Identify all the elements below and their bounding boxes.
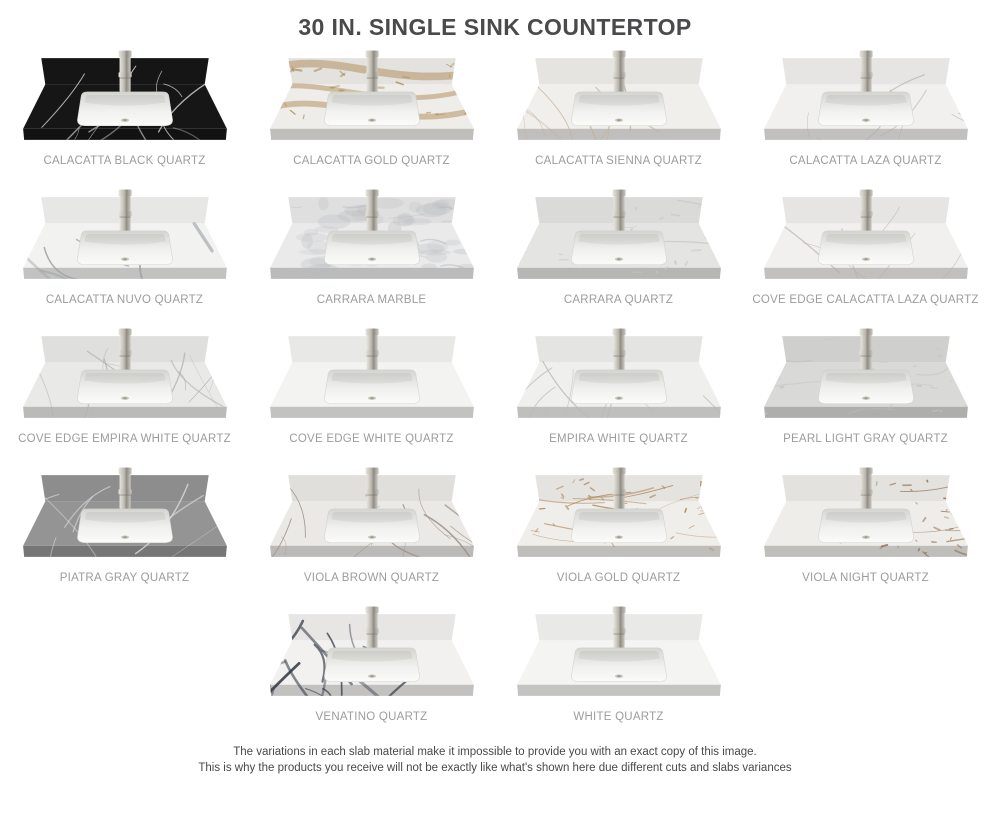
- product-tile: [742, 49, 989, 167]
- countertop-image: [256, 466, 488, 567]
- countertop-image: [9, 466, 241, 567]
- product-tile: [495, 188, 742, 306]
- countertop-image: [503, 49, 735, 150]
- product-tile: [248, 605, 495, 723]
- product-label: PIATRA GRAY QUARTZ: [59, 572, 190, 584]
- product-tile: [1, 327, 248, 445]
- product-label: CALACATTA LAZA QUARTZ: [789, 155, 942, 167]
- product-label: CARRARA MARBLE: [316, 294, 427, 306]
- countertop-image: [750, 327, 982, 428]
- countertop-image: [256, 188, 488, 289]
- product-tile: [248, 49, 495, 167]
- product-tile: [495, 327, 742, 445]
- countertop-image: [503, 605, 735, 706]
- page-title: 30 IN. SINGLE SINK COUNTERTOP: [298, 14, 692, 40]
- product-tile: [742, 327, 989, 445]
- product-tile: [495, 49, 742, 167]
- product-label: PEARL LIGHT GRAY QUARTZ: [783, 433, 948, 445]
- product-row: [0, 49, 990, 167]
- product-row: [0, 466, 990, 584]
- product-label: CALACATTA SIENNA QUARTZ: [535, 155, 702, 167]
- countertop-image: [750, 188, 982, 289]
- countertop-image: [9, 49, 241, 150]
- product-label: COVE EDGE CALACATTA LAZA QUARTZ: [752, 294, 979, 306]
- countertop-image: [256, 327, 488, 428]
- product-tile: [742, 466, 989, 584]
- disclaimer-line-1: The variations in each slab material make it impossible to provide you with an exact copy of this image.: [233, 746, 757, 758]
- product-tile: [248, 188, 495, 306]
- product-label: VIOLA NIGHT QUARTZ: [802, 572, 929, 584]
- product-label: CALACATTA BLACK QUARTZ: [43, 155, 206, 167]
- disclaimer: [0, 744, 990, 776]
- product-row: [0, 605, 990, 723]
- countertop-image: [256, 49, 488, 150]
- product-label: VENATINO QUARTZ: [315, 711, 428, 723]
- product-label: VIOLA GOLD QUARTZ: [556, 572, 681, 584]
- product-tile: [1, 466, 248, 584]
- product-label: CALACATTA GOLD QUARTZ: [293, 155, 450, 167]
- disclaimer-line-2: This is why the products you receive will not be exactly like what's shown here due different cuts and slabs variances: [198, 762, 792, 775]
- countertop-image: [750, 466, 982, 567]
- countertop-image: [750, 49, 982, 150]
- product-label: EMPIRA WHITE QUARTZ: [549, 433, 688, 445]
- product-label: CARRARA QUARTZ: [563, 294, 674, 306]
- product-tile: [495, 466, 742, 584]
- product-grid: [0, 49, 990, 723]
- countertop-image: [503, 466, 735, 567]
- countertop-image: [503, 188, 735, 289]
- product-row: [0, 327, 990, 445]
- catalog-sheet: [0, 14, 990, 818]
- product-row: [0, 188, 990, 306]
- product-tile: [495, 605, 742, 723]
- product-tile: [248, 327, 495, 445]
- product-label: COVE EDGE EMPIRA WHITE QUARTZ: [18, 433, 231, 445]
- product-tile: [1, 188, 248, 306]
- product-tile: [742, 188, 989, 306]
- product-label: VIOLA BROWN QUARTZ: [303, 572, 440, 584]
- countertop-image: [256, 605, 488, 706]
- product-label: WHITE QUARTZ: [573, 711, 664, 723]
- product-tile: [248, 466, 495, 584]
- countertop-image: [9, 188, 241, 289]
- product-label: CALACATTA NUVO QUARTZ: [45, 294, 204, 306]
- product-tile: [1, 49, 248, 167]
- countertop-image: [503, 327, 735, 428]
- countertop-image: [9, 327, 241, 428]
- product-label: COVE EDGE WHITE QUARTZ: [289, 433, 454, 445]
